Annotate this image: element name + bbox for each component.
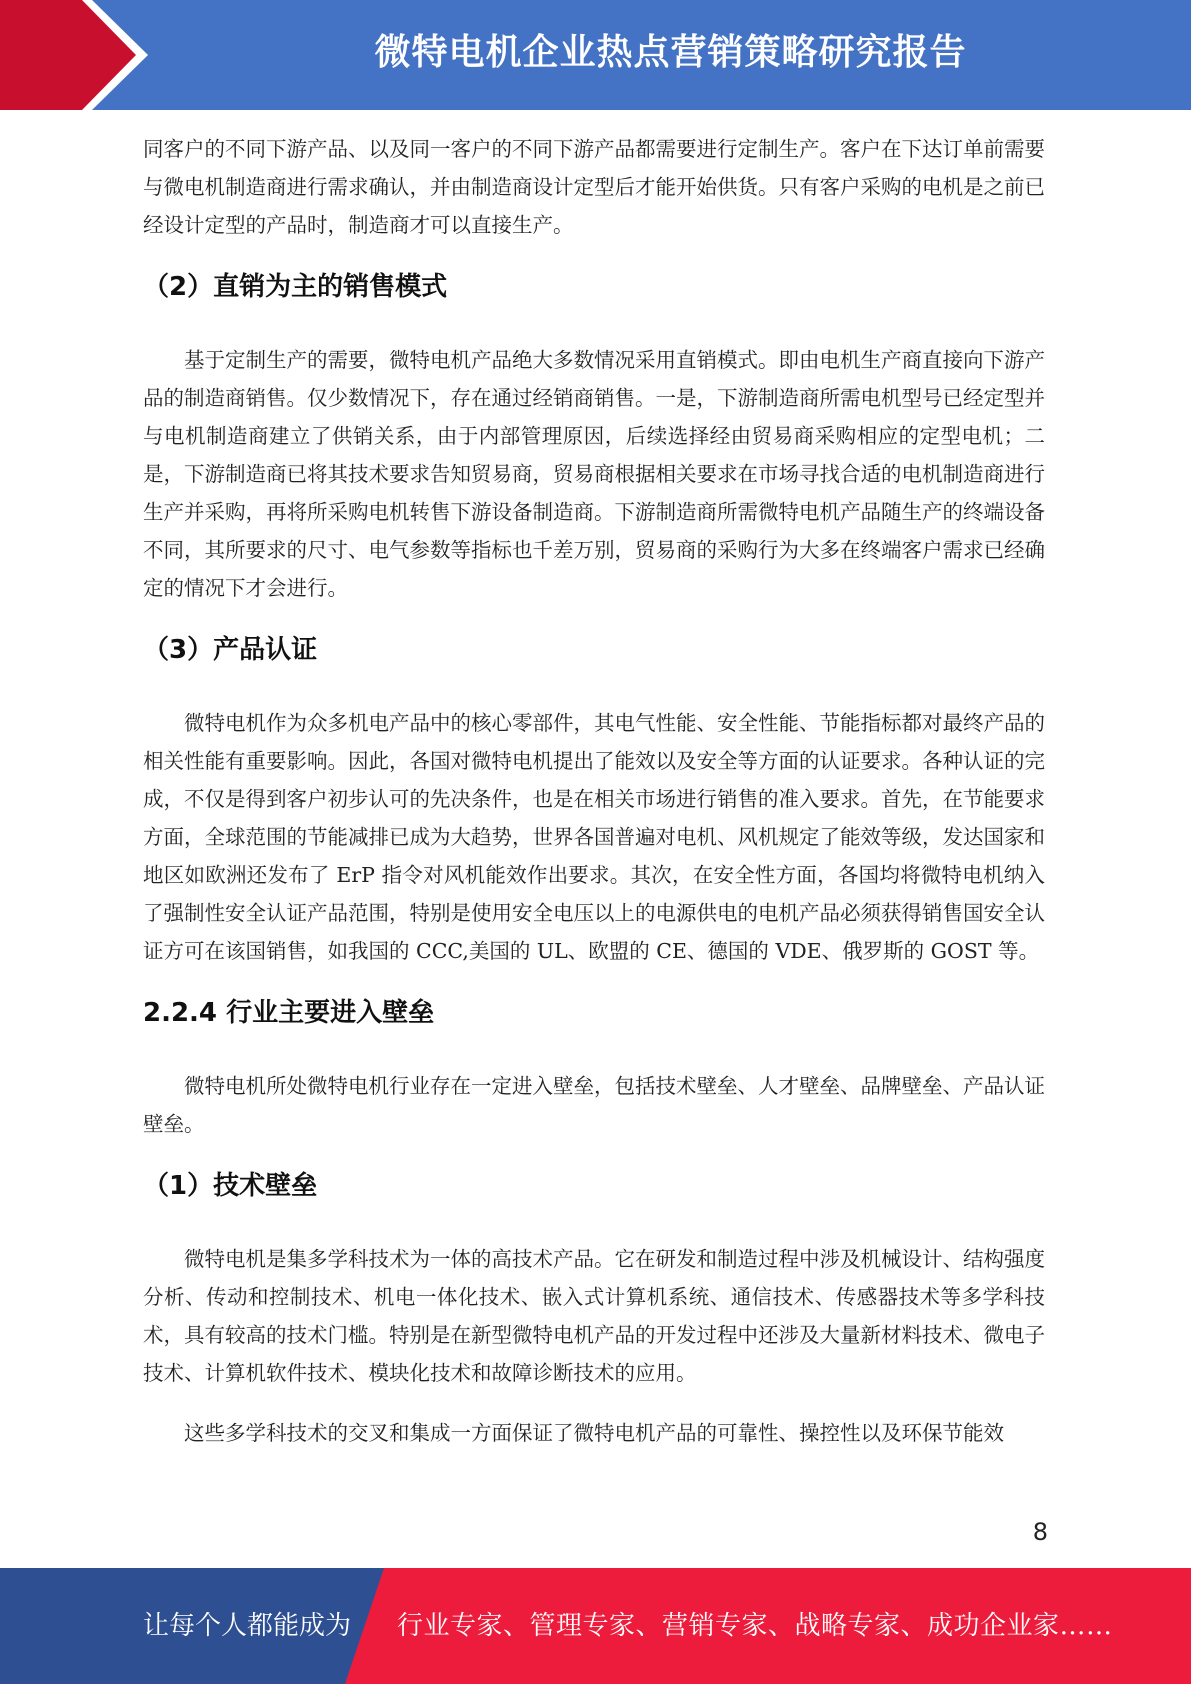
paragraph-intro: 同客户的不同下游产品、以及同一客户的不同下游产品都需要进行定制生产。客户在下达订单前需要与微电机制造商进行需求确认，并由制造商设计定型后才能开始供货。只有客户采购的电机是之前已经设计定型的产品时，制造商才可以直接生产。	[143, 137, 1045, 237]
heading-direct-sales: （2）直销为主的销售模式	[143, 272, 448, 302]
footer-slogan-left: 让每个人都能成为	[143, 1611, 352, 1641]
paragraph-tech-barrier: 微特电机是集多学科技术为一体的高技术产品。它在研发和制造过程中涉及机械设计、结构强度分析、传动和控制技术、机电一体化技术、嵌入式计算机系统、通信技术、传感器技术等多学科技术，具有较高的技术门槛。特别是在新型微特电机产品的开发过程中还涉及大量新材料技术、微电子技术、计算机软件技术、模块化技术和故障诊断技术的应用。	[143, 1247, 1045, 1385]
page-footer	[0, 1568, 1191, 1684]
heading-tech-barrier: （1）技术壁垒	[143, 1171, 318, 1201]
header-arrow-decoration	[0, 0, 150, 110]
heading-certification: （3）产品认证	[143, 635, 318, 665]
footer-slogan-right: 行业专家、管理专家、营销专家、战略专家、成功企业家……	[397, 1611, 1113, 1641]
paragraph-continuation: 这些多学科技术的交叉和集成一方面保证了微特电机产品的可靠性、操控性以及环保节能效	[184, 1421, 1004, 1445]
paragraph-entry-barriers: 微特电机所处微特电机行业存在一定进入壁垒，包括技术壁垒、人才壁垒、品牌壁垒、产品认证壁垒。	[143, 1074, 1045, 1136]
page-header	[0, 0, 1191, 110]
paragraph-certification: 微特电机作为众多机电产品中的核心零部件，其电气性能、安全性能、节能指标都对最终产品的相关性能有重要影响。因此，各国对微特电机提出了能效以及安全等方面的认证要求。各种认证的完成，不仅是得到客户初步认可的先决条件，也是在相关市场进行销售的准入要求。首先，在节能要求方面，全球范围的节能减排已成为大趋势，世界各国普遍对电机、风机规定了能效等级，发达国家和地区如欧洲还发布了 ErP 指令对风机能效作出要求。其次，在安全性方面，各国均将微特电机纳入了强制性安全认证产品范围，特别是使用安全电压以上的电源供电的电机产品必须获得销售国安全认证方可在该国销售，如我国的 CCC,美国的 UL、欧盟的 CE、德国的 VDE、俄罗斯的 GOST 等。	[143, 711, 1045, 963]
heading-entry-barriers: 2.2.4 行业主要进入壁垒	[143, 998, 435, 1028]
main-content	[143, 130, 1045, 1452]
page-number: 8	[1032, 1518, 1048, 1546]
paragraph-direct-sales: 基于定制生产的需要，微特电机产品绝大多数情况采用直销模式。即由电机生产商直接向下游产品的制造商销售。仅少数情况下，存在通过经销商销售。一是，下游制造商所需电机型号已经定型并与电机制造商建立了供销关系，由于内部管理原因，后续选择经由贸易商采购相应的定型电机；二是，下游制造商已将其技术要求告知贸易商，贸易商根据相关要求在市场寻找合适的电机制造商进行生产并采购，再将所采购电机转售下游设备制造商。下游制造商所需微特电机产品随生产的终端设备不同，其所要求的尺寸、电气参数等指标也千差万别，贸易商的采购行为大多在终端客户需求已经确定的情况下才会进行。	[143, 348, 1045, 600]
document-title: 微特电机企业热点营销策略研究报告	[374, 32, 967, 73]
